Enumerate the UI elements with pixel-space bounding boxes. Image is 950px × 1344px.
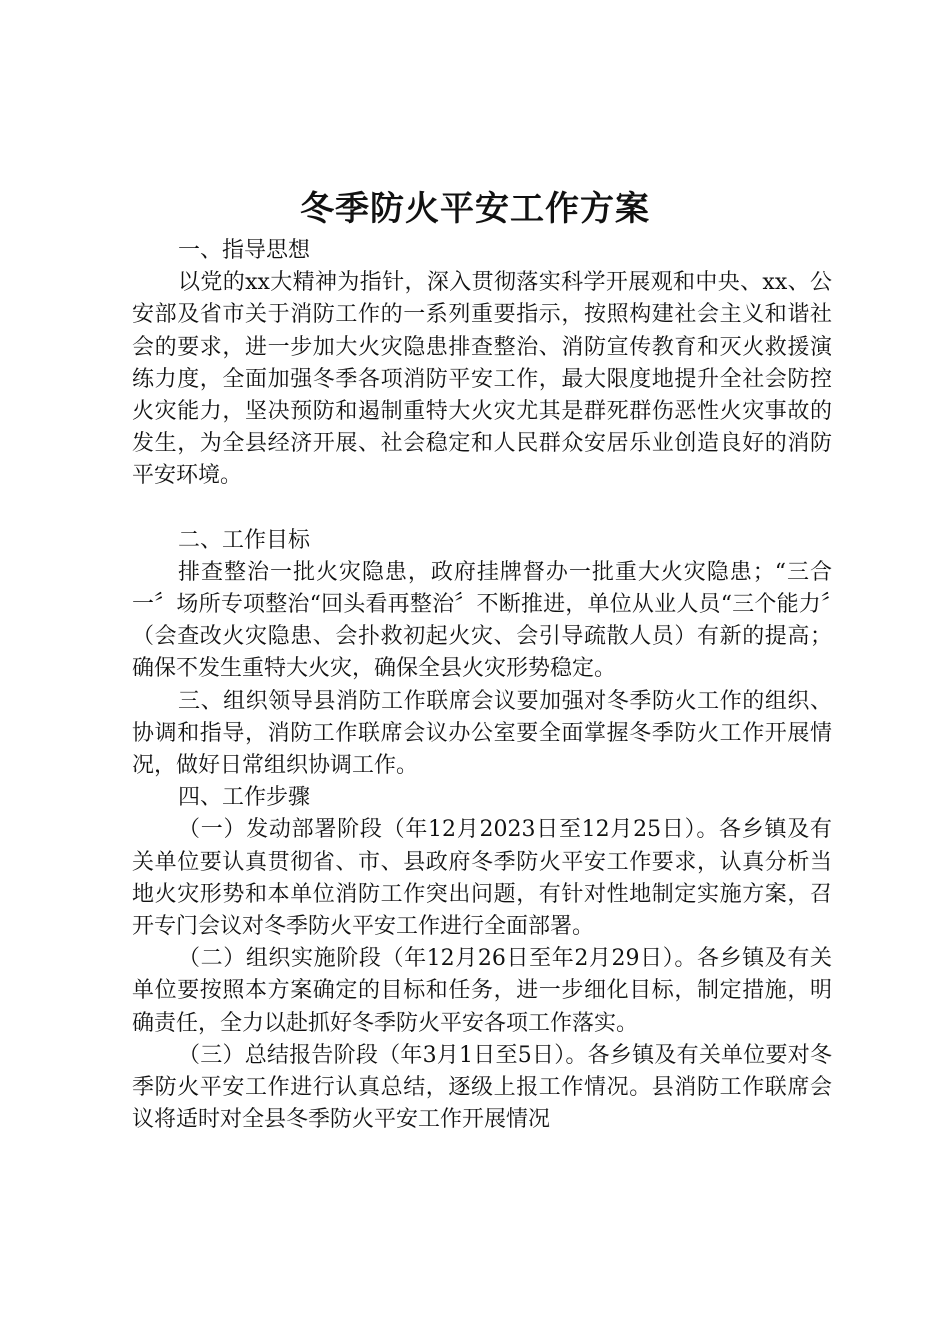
section-heading-guiding-ideology: 一、指导思想 bbox=[178, 238, 311, 263]
paragraph-work-goals: 排查整治一批火灾隐患，政府挂牌督办一批重大火灾隐患；“三合一〞场所专项整治“回头看再整治〞不断推进，单位从业人员“三个能力〞（会查改火灾隐患、会扑救初起火灾、会引导疏散人员）有新的提高；确保不发生重特大火灾，确保全县火灾形势稳定。 bbox=[132, 559, 832, 682]
section-heading-work-steps: 四、工作步骤 bbox=[178, 785, 311, 811]
paragraph-spacer bbox=[132, 493, 832, 525]
paragraph-step-implementation: （二）组织实施阶段（年12月26日至年2月29日）。各乡镇及有关单位要按照本方案确定的目标和任务，进一步细化目标，制定措施，明确责任，全力以赴抓好冬季防火平安各项工作落实。 bbox=[132, 946, 832, 1036]
document-body bbox=[132, 235, 832, 1136]
section-heading-work-goals: 二、工作目标 bbox=[178, 527, 311, 553]
paragraph-guiding-ideology: 以党的xx大精神为指针，深入贯彻落实科学开展观和中央、xx、公安部及省市关于消防工作的一系列重要指示，按照构建社会主义和谐社会的要求，进一步加大火灾隐患排查整治、消防宣传教育和灭火救援演练力度，全面加强冬季各项消防平安工作，最大限度地提升全社会防控火灾能力，坚决预防和遏制重特大火灾尤其是群死群伤恶性火灾事故的发生，为全县经济开展、社会稳定和人民群众安居乐业创造良好的消防平安环境。 bbox=[132, 270, 832, 489]
document-title: 冬季防火平安工作方案 bbox=[300, 189, 650, 229]
paragraph-step-summary: （三）总结报告阶段（年3月1日至5日）。各乡镇及有关单位要对冬季防火平安工作进行认真总结，逐级上报工作情况。县消防工作联席会议将适时对全县冬季防火平安工作开展情况 bbox=[132, 1042, 832, 1133]
paragraph-step-mobilization: （一）发动部署阶段（年12月2023日至12月25日）。各乡镇及有关单位要认真贯彻省、市、县政府冬季防火平安工作要求，认真分析当地火灾形势和本单位消防工作突出问题，有针对性地制定实施方案，召开专门会议对冬季防火平安工作进行全面部署。 bbox=[132, 817, 832, 940]
paragraph-organization-leadership: 三、组织领导县消防工作联席会议要加强对冬季防火工作的组织、协调和指导，消防工作联席会议办公室要全面掌握冬季防火工作开展情况，做好日常组织协调工作。 bbox=[132, 688, 832, 779]
